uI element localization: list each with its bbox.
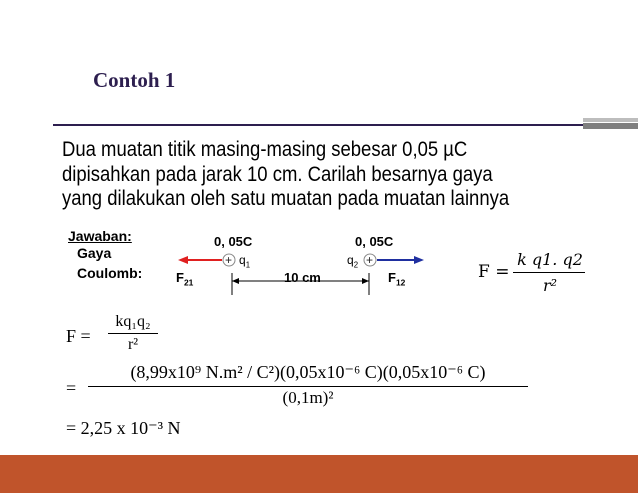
divider-accent-light — [583, 118, 638, 122]
f21-label: $F_{21}$ — [176, 270, 194, 288]
slide-title: Contoh 1 — [93, 68, 176, 92]
eq2-fraction-bar — [88, 386, 528, 387]
eq2-numerator: (8,99x10⁹ N.m² / C²)(0,05x10⁻⁶ C)(0,05x10⁻⁶ C) — [130, 362, 486, 382]
f12-arrowhead — [414, 256, 424, 264]
distance-arrowhead-right — [362, 278, 369, 284]
q2-value: 0, 05C — [355, 234, 394, 249]
q2-label: $q_2$ — [347, 253, 359, 270]
gaya-label: Gaya — [77, 245, 112, 261]
q1-value: 0, 05C — [214, 234, 253, 249]
distance-label: 10 cm — [284, 270, 321, 285]
eq3-result: = 2,25 x 10⁻³ N — [66, 418, 181, 438]
answer-heading: Jawaban: — [68, 228, 132, 244]
problem-line: Dua muatan titik masing-masing sebesar 0,05 µC — [62, 137, 468, 161]
divider-accent-dark — [583, 123, 638, 129]
eq2-lhs: = — [66, 378, 77, 398]
eq1-lhs: F = — [66, 326, 91, 346]
problem-statement — [62, 137, 582, 211]
problem-line: yang dilakukan oleh satu muatan pada muatan lainnya — [62, 186, 510, 210]
eq1-fraction-bar — [108, 333, 158, 334]
q1-plus: + — [225, 253, 233, 267]
f21-arrowhead — [178, 256, 188, 264]
f12-label: $F_{12}$ — [388, 270, 406, 288]
eq1-numerator: kq₁q₂ — [115, 313, 151, 330]
bottom-bar — [0, 455, 638, 493]
coulomb-label: Coulomb: — [77, 265, 143, 281]
title-divider — [53, 124, 583, 126]
coulomb-formula-numerator: k q1. q2 — [517, 250, 583, 269]
q2-plus: + — [366, 253, 374, 267]
problem-line: dipisahkan pada jarak 10 cm. Carilah besarnya gaya — [62, 161, 493, 186]
coulomb-formula-denominator: r² — [542, 276, 558, 295]
eq2-denominator: (0,1m)² — [282, 388, 334, 407]
coulomb-formula-fraction-bar — [513, 272, 585, 273]
distance-arrowhead-left — [232, 278, 239, 284]
eq1-denominator: r² — [127, 336, 139, 353]
coulomb-formula-lhs: F = — [478, 262, 510, 282]
q1-label: $q_1$ — [239, 253, 251, 270]
